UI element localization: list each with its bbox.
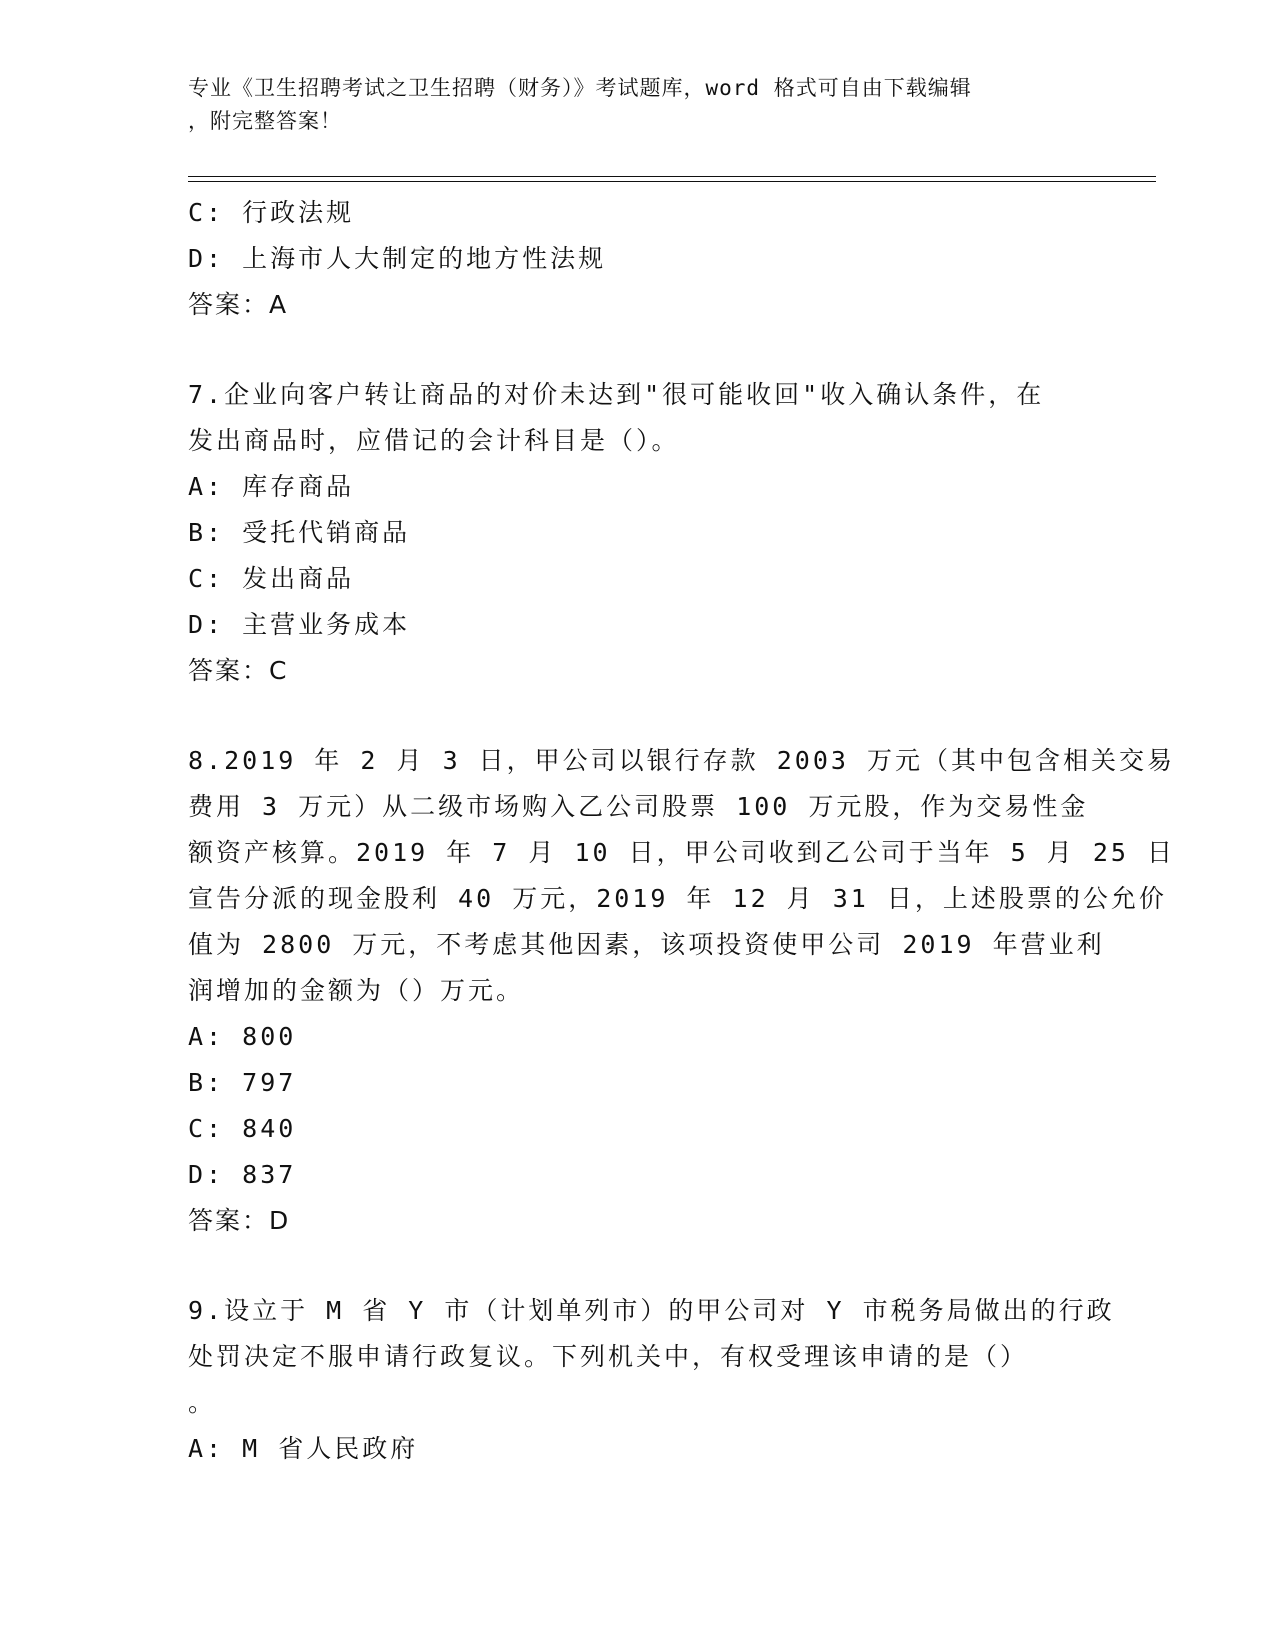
option-c: C: 行政法规 xyxy=(188,198,355,227)
document-header xyxy=(188,72,1088,138)
option-d: D: 上海市人大制定的地方性法规 xyxy=(188,244,607,273)
header-divider xyxy=(188,176,1156,177)
option-a: A: 库存商品 xyxy=(188,472,355,501)
option-b: B: 受托代销商品 xyxy=(188,518,411,547)
question-stem: 值为 2800 万元，不考虑其他因素，该项投资使甲公司 2019 年营业利 xyxy=(188,930,1105,959)
option-a: A: 800 xyxy=(188,1022,297,1051)
header-divider xyxy=(188,181,1156,182)
answer-line: 答案：A xyxy=(188,290,289,319)
question-stem: 处罚决定不服申请行政复议。下列机关中，有权受理该申请的是（） xyxy=(188,1342,1029,1371)
question-stem: 发出商品时，应借记的会计科目是（）。 xyxy=(188,426,680,455)
question-stem: 7.企业向客户转让商品的对价未达到"很可能收回"收入确认条件，在 xyxy=(188,380,1045,409)
answer-line: 答案：D xyxy=(188,1206,291,1235)
question-stem: 额资产核算。2019 年 7 月 10 日，甲公司收到乙公司于当年 5 月 25 日 xyxy=(188,838,1175,867)
option-b: B: 797 xyxy=(188,1068,297,1097)
header-title-line: 专业《卫生招聘考试之卫生招聘（财务）》考试题库，word 格式可自由下载编辑 xyxy=(188,76,972,100)
option-d: D: 主营业务成本 xyxy=(188,610,411,639)
question-content xyxy=(188,190,1175,1472)
question-stem: 宣告分派的现金股利 40 万元，2019 年 12 月 31 日，上述股票的公允价 xyxy=(188,884,1167,913)
answer-line: 答案：C xyxy=(188,656,289,685)
question-8 xyxy=(188,738,1175,1244)
question-stem: 费用 3 万元）从二级市场购入乙公司股票 100 万元股，作为交易性金 xyxy=(188,792,1089,821)
question-stem: 8.2019 年 2 月 3 日，甲公司以银行存款 2003 万元（其中包含相关交易 xyxy=(188,746,1175,775)
option-a: A: M 省人民政府 xyxy=(188,1434,419,1463)
question-stem: 。 xyxy=(188,1388,217,1417)
question-stem: 9.设立于 M 省 Y 市（计划单列市）的甲公司对 Y 市税务局做出的行政 xyxy=(188,1296,1115,1325)
header-title-line: ，附完整答案！ xyxy=(188,109,342,133)
option-c: C: 发出商品 xyxy=(188,564,355,593)
option-c: C: 840 xyxy=(188,1114,297,1143)
option-d: D: 837 xyxy=(188,1160,297,1189)
question-stem: 润增加的金额为（）万元。 xyxy=(188,976,525,1005)
previous-question xyxy=(188,190,1088,328)
question-7 xyxy=(188,372,1088,694)
question-9 xyxy=(188,1288,1115,1472)
